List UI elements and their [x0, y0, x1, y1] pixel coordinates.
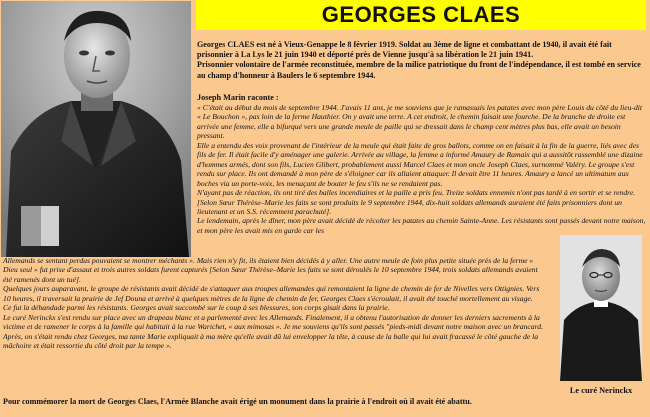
portrait-georges-claes-image: [1, 1, 191, 257]
story-paragraph: N'ayant pas de réaction, ils ont tiré des balles incendiaires et la paille a pris feu. Treize soldats ennemis n'ont pas tardé à en sortir et se rendre. [Selon Sœur Thérèse–Marie les faits se sont produits le 9 septembre 1944, dix-huit soldats allemands auraient été faits prisonniers dont un lieutenant et un S.S. récemment parachuté].: [197, 188, 636, 216]
story-paragraph: Le lendemain, après le dîner, mon père avait décidé de récolter les patates au chemin Sainte-Anne. Les résistants sont passés devant notre maison, et mon père les avait mis en garde car les: [197, 216, 646, 235]
footer-note: Pour commémorer la mort de Georges Claes, l'Armée Blanche avait érigé un monument dans la prairie à l'endroit où il avait été abattu.: [3, 397, 472, 406]
title-banner: [196, 0, 646, 30]
story-paragraph: « C'était au début du mois de septembre 1944. J'avais 11 ans, je me souviens que je ramassais les patates avec mon père Louis du côté du lieu-dit « Le Bouchon », pas loin de la ferme Hauthier. On y avait une terre. A cet endroit, le chemin faisait une fourche. De la branche de droite est arrivée une femme, elle a bifurqué vers une grande meule de paille qui se dressait dans le champ cent mètres plus bas, elle avait un besoin pressant.: [197, 103, 643, 141]
photo-cure-nerinckx-image: [560, 235, 642, 381]
photo-cure-nerinckx: [560, 235, 642, 381]
raconte-heading: Joseph Marin raconte :: [197, 93, 279, 102]
portrait-georges-claes: [1, 1, 191, 257]
photo-caption: Le curé Nerinckx: [569, 386, 633, 395]
story-paragraph: Elle a entendu des voix provenant de l'intérieur de la meule qui était faite de gros ballots, comme on en faisait à la fin de la guerre, liés avec des fils de fer. Il était facile d'y aménager une galerie. Arrivée au village, la femme a informé Amaury de Ramaix qui a aussitôt rassemblé une dizaine d'hommes armés, dont son fils, Lucien Glibert, probablement aussi Marcel Claes et mon oncle Joseph Claes, surnommé Valéry. Le groupe s'est rendu sur place. Ils ont demandé à mon père de s'éloigner car ils allaient attaquer. Il devait être 11 heures. Amaury a lancé un ultimatum aux boches via un porte-voix, les menaçant de bouter le feu s'ils ne se rendaient pas.: [197, 140, 643, 188]
page-title: GEORGES CLAES: [321, 2, 521, 27]
story-paragraph: Allemands se sentant perdus pouvaient se montrer méchants ». Mais rien n'y fit, ils étaient bien décidés à y aller. Une autre meule de foin plus petite située près de la ferme « Dieu seul » fut prise d'assaut et trois autres soldats furent capturés [Selon Sœur Thérèse–Marie les faits se sont déroulés le 10 septembre 1944, trois soldats allemands avaient été ramenés dont un tué].: [3, 256, 538, 284]
intro-paragraph: Georges CLAES est né à Vieux-Genappe le 8 février 1919. Soldat au 3ème de ligne et combattant de 1940, il avait été fait prisonnier à La Lys le 21 juin 1940 et déporté près de Vienne jusqu'à sa libération le 21 juin 1941.: [197, 40, 612, 60]
intro-paragraph: Prisonnier volontaire de l'armée reconstituée, membre de la milice patriotique du front de l'indépendance, il est tombé en service au champ d'honneur à Baulers le 6 septembre 1944.: [197, 60, 641, 80]
story-paragraph: Quelques jours auparavant, le groupe de résistants avait décidé de s'attaquer aux troupes allemandes qui remontaient la ligne de chemin de fer de Nivelles vers Ottignies. Vers 10 heures, il traversait la prairie de Jef Douna et arrivé à quelques mètres de la ligne de chemin de fer, Georges Claes s'écroulait, il avait été touché mortellement au visage.: [3, 284, 540, 303]
story-paragraph: Le curé Nerinckx s'est rendu sur place avec un drapeau blanc et a parlementé avec les Allemands. Finalement, il a obtenu l'autorisation de donner les derniers sacrements à la victime et de ramener le corps à la famille qui habitait à la rue Warichet, « aux mimosas ». Je me souviens qu'ils sont passés "pieds-midi devant notre maison avec un brancard. Après, on s'était rendu chez Georges, ma tante Marie expliquait à ma mère qu'elle avait dû lui envelopper la tête, à cause de la balle qui lui avait fracassé le côté gauche de la mâchoire et était ressortie du côté droit par la tempe ».: [3, 312, 544, 351]
story-lower-block: [3, 256, 548, 351]
story-right-column: [197, 103, 647, 235]
intro-biography: [197, 40, 645, 81]
story-paragraph: Ce fut la débandade parmi les résistants. Georges avait succombé sur le coup à ses blessures, son corps gisait dans la prairie.: [3, 303, 390, 313]
